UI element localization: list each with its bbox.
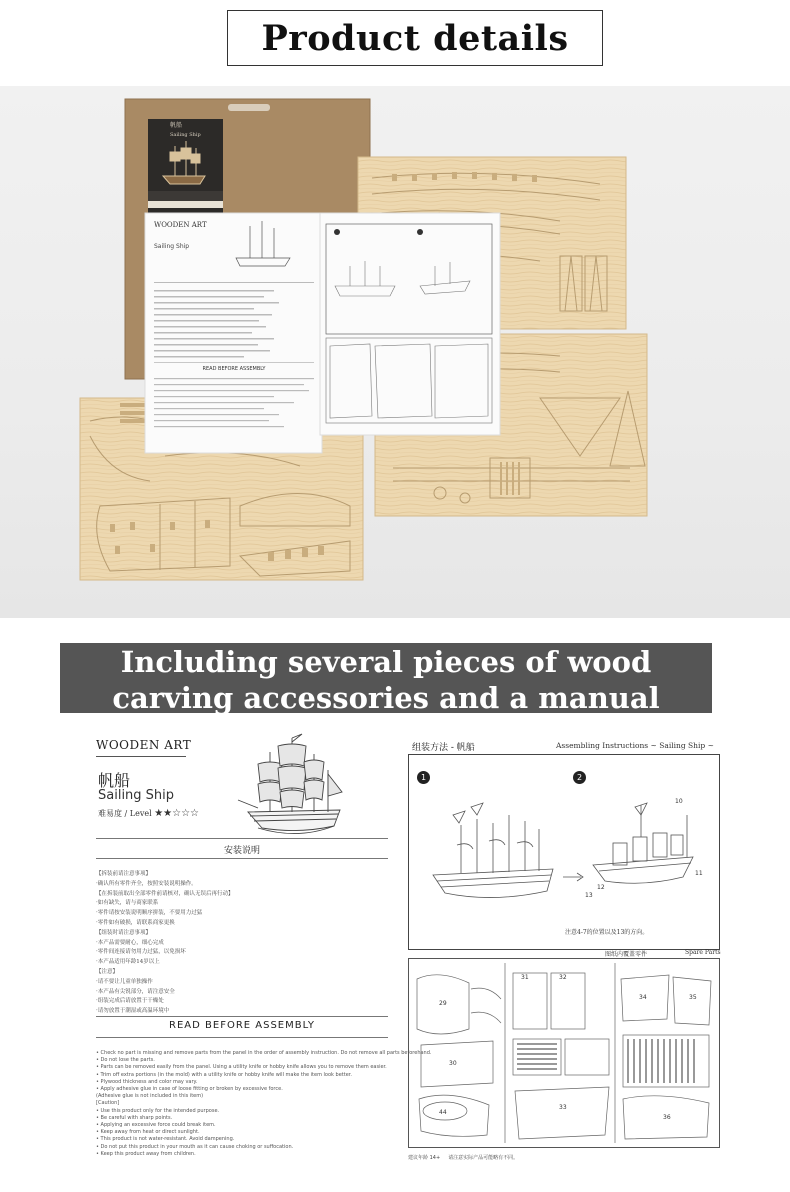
en-instructions: [96, 1050, 432, 1158]
part-label: 12: [597, 884, 605, 891]
footer-age: 建议年龄 14+: [408, 1155, 441, 1161]
manual-sheet-photo-left: [145, 213, 322, 453]
brand-underline: [96, 756, 186, 757]
en-line: • Trim off extra portions (in the mold) with a utility knife or hobby knife will make the item look better.: [96, 1071, 352, 1078]
instructions-title-en: Assembling Instructions ~ Sailing Ship ~: [556, 741, 714, 750]
en-line: • Apply adhesive glue in case of loose fitting or broken by excessive force.: [96, 1086, 283, 1093]
en-line: • Plywood thickness and color may vary.: [96, 1078, 198, 1085]
manual-sheet-photo-right: [320, 213, 500, 435]
cn-line: ·本产品适用年龄14岁以上: [96, 959, 160, 966]
divider: [96, 1016, 388, 1017]
model-name-en: Sailing Ship: [98, 788, 175, 803]
cn-line: 【在拆装前取出全部零件前请核对，确认无误后再行动】: [96, 890, 234, 897]
en-line: • Applying an excessive force could break item.: [96, 1122, 216, 1129]
cn-line: ·零件如有破损，请联系商家更换: [96, 919, 175, 926]
manual-page-right: [408, 738, 720, 1164]
cn-line: ·请不要让儿童单独操作: [96, 978, 153, 985]
cn-instructions: [96, 870, 336, 1017]
part-number: 35: [689, 994, 697, 1001]
en-line: • Parts can be removed easily from the panel. Using a utility knife or hobby knife allows you to remove them easier.: [96, 1064, 387, 1071]
sailing-ship-drawing: [228, 730, 348, 842]
banner-line-2: carving accessories and a manual: [112, 681, 660, 715]
part-label: 13: [585, 892, 593, 899]
level-label: 难易度 / Level: [98, 809, 152, 818]
legend-en: Spare Parts: [685, 949, 721, 956]
product-photo-illustration: [0, 86, 790, 618]
banner-line-1: Including several pieces of wood: [120, 645, 652, 679]
feature-banner: [60, 643, 712, 713]
part-number: 36: [663, 1114, 671, 1121]
part-label: 11: [695, 870, 703, 877]
part-number: 34: [639, 994, 647, 1001]
parts-sheet-diagram: [409, 959, 719, 1147]
cn-line: ·请勿放置于潮湿或高温环境中: [96, 1008, 170, 1015]
cn-line: ·本产品有尖锐部分，请注意安全: [96, 988, 175, 995]
level-stars: ★★☆☆☆: [154, 808, 200, 819]
en-line: • This product is not water-resistant. Avoid dampening.: [96, 1136, 235, 1143]
cn-line: 【拆装前请注意事项】: [96, 871, 152, 877]
card-title-en: Sailing Ship: [170, 132, 201, 138]
step-1-badge: 1: [417, 771, 430, 784]
step-caption: 注意4-7的位置以及13的方向。: [565, 929, 649, 936]
divider: [96, 1037, 388, 1038]
card-title-cn: 帆船: [170, 122, 183, 129]
manual-footer: [408, 1154, 518, 1161]
photo-brand: WOODEN ART: [154, 221, 207, 229]
en-line: • Be careful with sharp points.: [96, 1114, 173, 1121]
cn-line: ·如有缺失，请与商家联系: [96, 900, 159, 907]
part-number: 33: [559, 1104, 567, 1111]
cn-line: ·本产品需要耐心，细心完成: [96, 939, 164, 946]
part-label: 10: [675, 798, 683, 805]
product-photo: [0, 86, 790, 618]
photo-read-before: READ BEFORE ASSEMBLY: [202, 366, 266, 372]
title-text: Product details: [261, 17, 569, 59]
en-line: [Caution]: [96, 1100, 120, 1107]
assembly-diagram: [413, 785, 713, 915]
cn-line: ·零件间连接请勿用力过猛，以免损坏: [96, 949, 186, 956]
divider: [96, 858, 388, 859]
part-number: 32: [559, 974, 567, 981]
cn-line: ·组装完成后请放置于干燥处: [96, 998, 164, 1005]
en-line: • Check no part is missing and remove parts from the panel in the order of assembly instruction. Do not remove all parts beforehand.: [96, 1050, 432, 1056]
en-line: • Keep this product away from children.: [96, 1150, 196, 1157]
en-line: • Do not lose the parts.: [96, 1057, 155, 1064]
divider: [96, 838, 388, 839]
cn-line: 【注意】: [96, 968, 119, 975]
part-number: 31: [521, 974, 529, 981]
product-details-title: [227, 10, 603, 66]
cn-line: ·确认所有零件齐全，按照安装说明操作。: [96, 880, 197, 887]
assembly-steps-panel: [408, 754, 720, 950]
cn-line: 【组装时请注意事项】: [96, 929, 152, 936]
model-name-cn: 帆船: [98, 771, 131, 790]
brand-name: WOODEN ART: [96, 738, 192, 752]
photo-title-en: Sailing Ship: [154, 243, 190, 250]
manual-closeup: [88, 724, 722, 1164]
assembly-notes-heading: 安装说明: [223, 846, 260, 856]
cn-line: ·零件请按安装说明顺序拼装，不要用力过猛: [96, 910, 203, 917]
en-line: • Use this product only for the intended purpose.: [96, 1107, 220, 1114]
en-line: • Keep away from heat or direct sunlight.: [96, 1129, 200, 1136]
instructions-title-cn: 组装方法 - 帆船: [412, 743, 475, 753]
difficulty-level: [98, 808, 199, 819]
part-number: 29: [439, 1000, 447, 1007]
read-before-assembly-heading: READ BEFORE ASSEMBLY: [169, 1020, 315, 1031]
part-number: 30: [449, 1060, 457, 1067]
parts-sheet-panel: [408, 949, 721, 1148]
part-number: 44: [439, 1109, 447, 1116]
step-2-badge: 2: [573, 771, 586, 784]
legend-cn: 图纸内覆盖零件: [605, 951, 648, 958]
en-line: (Adhesive glue is not included in this item): [96, 1093, 204, 1100]
footer-note: 请注意实际产品可能略有不同。: [448, 1155, 519, 1161]
en-line: • Do not put this product in your mouth as it can cause choking or suffocation.: [96, 1143, 294, 1150]
